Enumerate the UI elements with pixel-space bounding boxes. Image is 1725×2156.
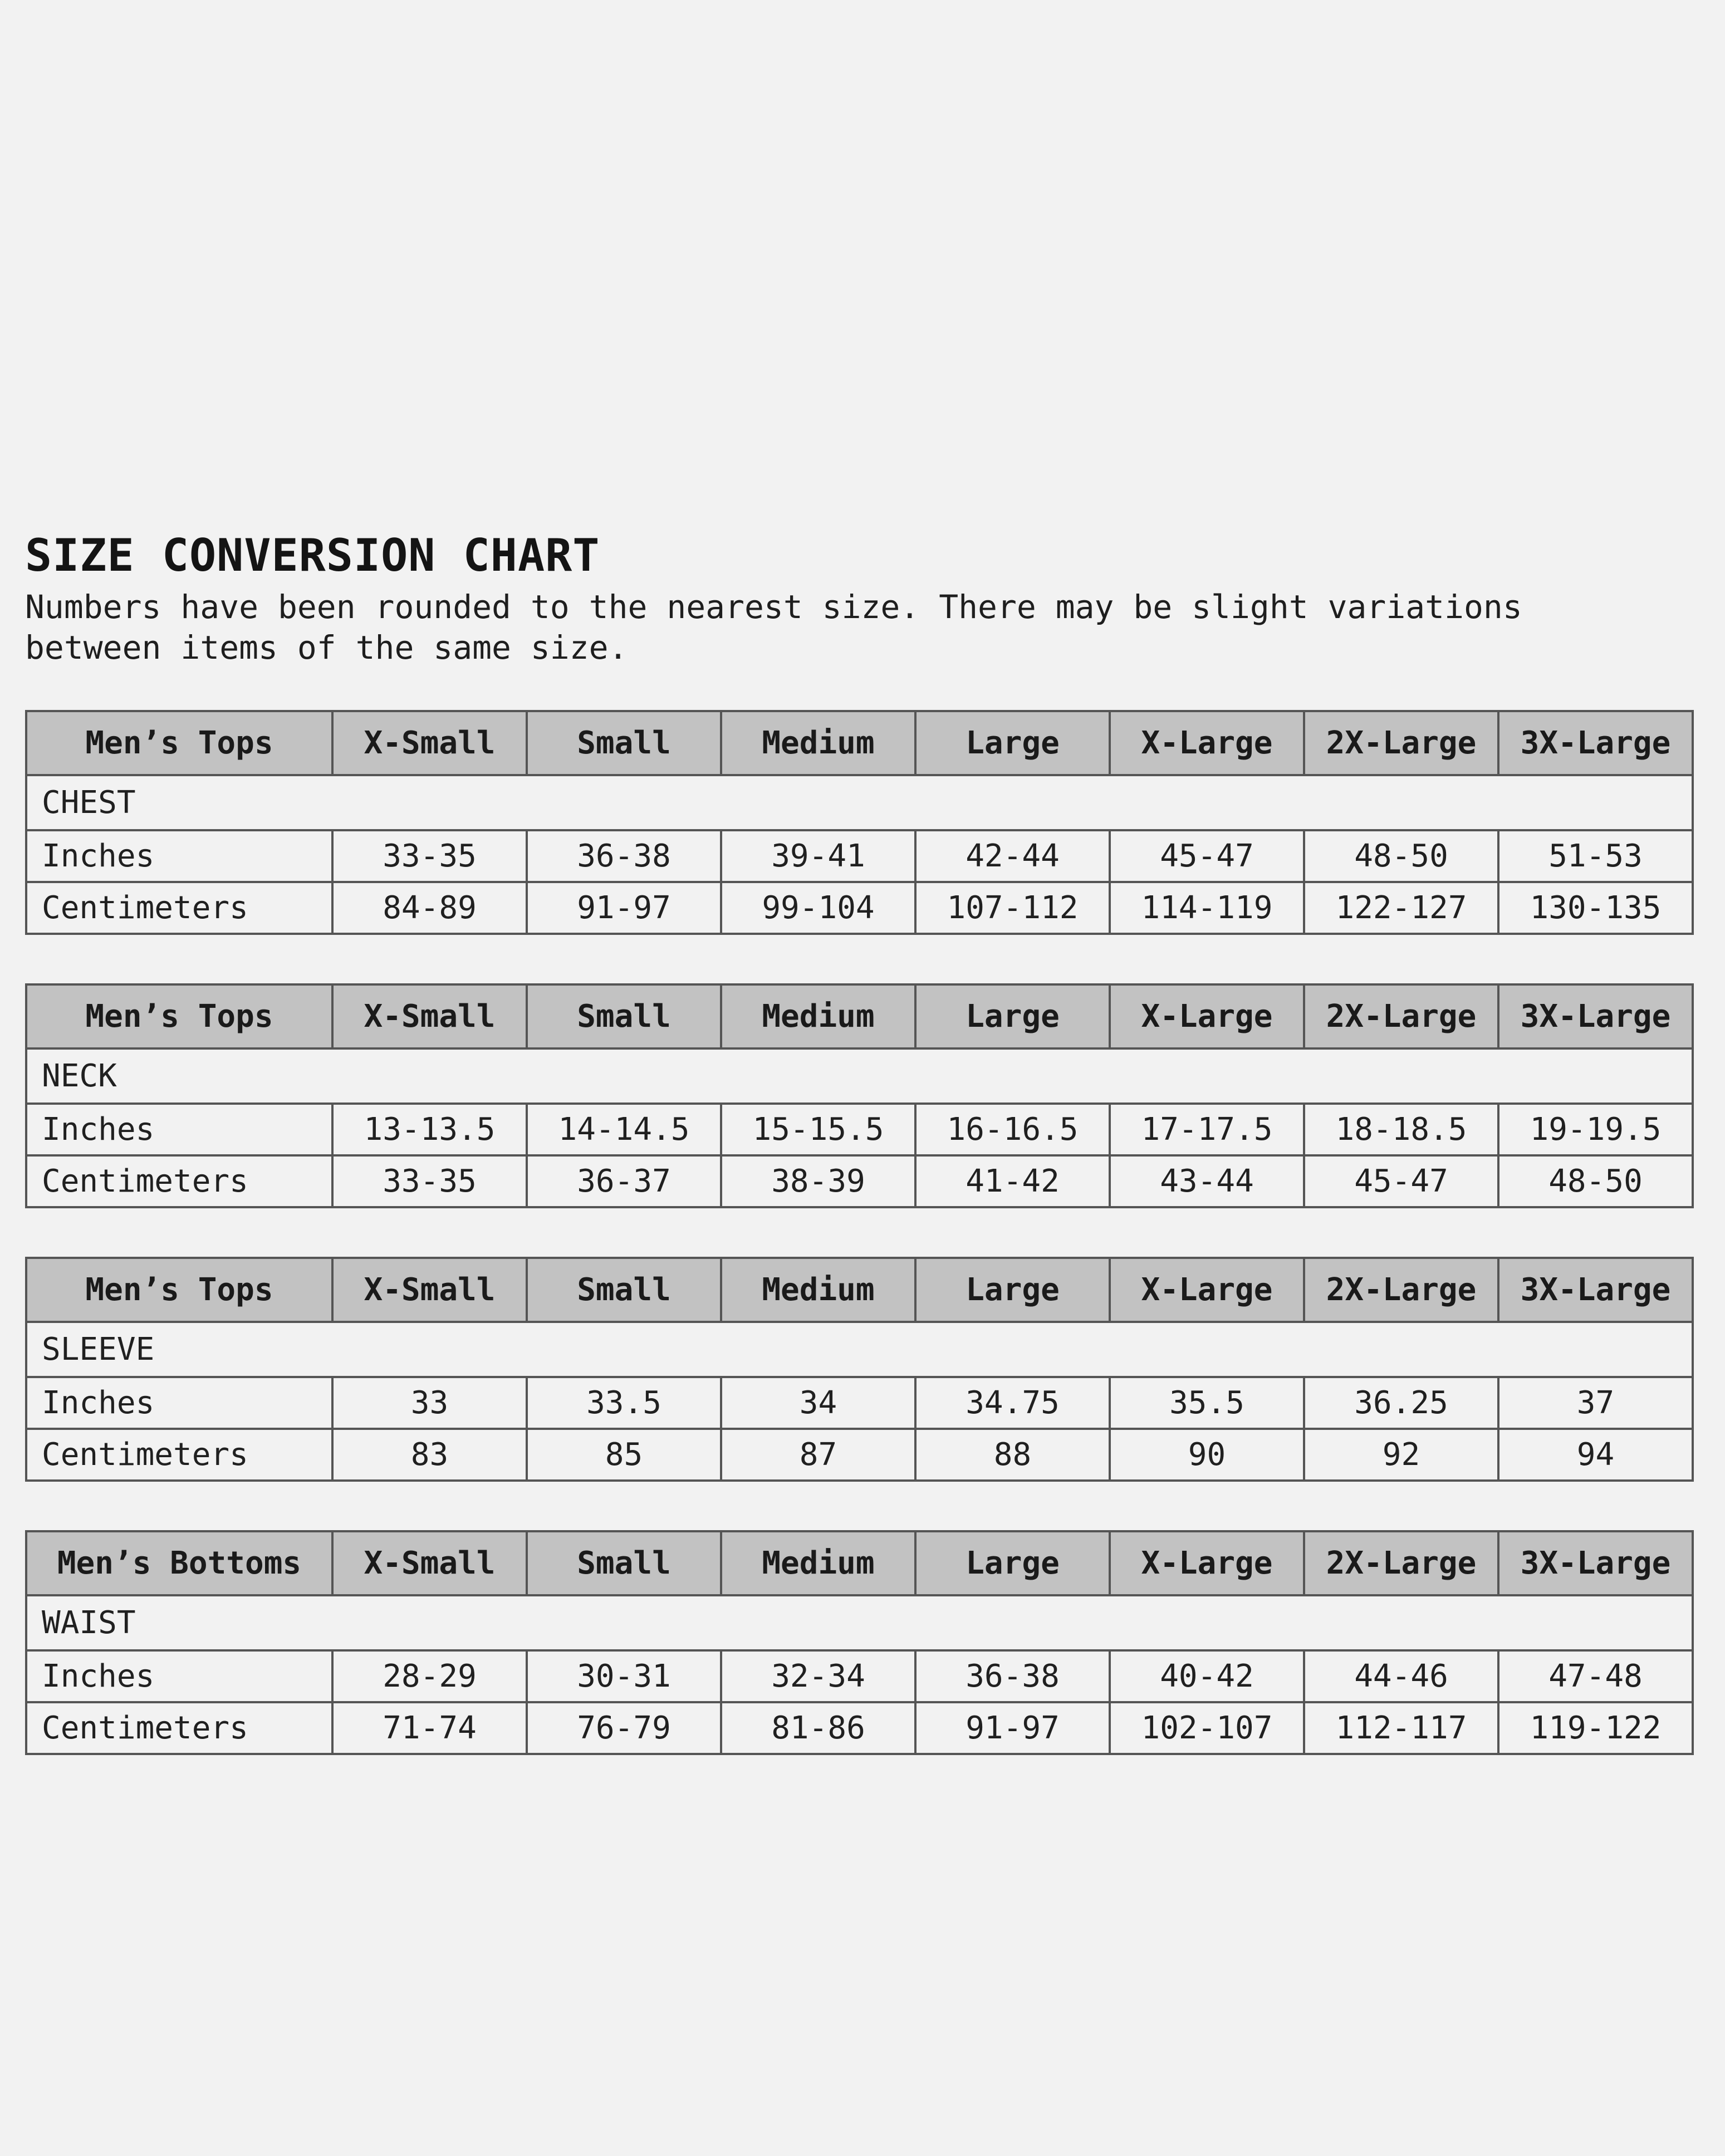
category-header: Men’s Tops (26, 1258, 332, 1322)
measurement-cell: 28-29 (332, 1650, 527, 1702)
size-column-header: Medium (721, 1531, 915, 1595)
measurement-cell: 99-104 (721, 882, 915, 934)
measurement-cell: 112-117 (1304, 1702, 1498, 1754)
size-column-header: 3X-Large (1498, 1258, 1693, 1322)
measurement-cell: 71-74 (332, 1702, 527, 1754)
measurement-cell: 84-89 (332, 882, 527, 934)
measurement-cell: 17-17.5 (1110, 1104, 1304, 1155)
size-column-header: Small (527, 711, 721, 775)
measurement-cell: 42-44 (915, 830, 1110, 882)
measurement-cell: 33.5 (527, 1377, 721, 1429)
size-column-header: Small (527, 1258, 721, 1322)
section-row (26, 775, 1693, 830)
size-conversion-document (25, 529, 1704, 1755)
size-column-header: Large (915, 1531, 1110, 1595)
measurement-cell: 16-16.5 (915, 1104, 1110, 1155)
size-table-waist (25, 1530, 1694, 1755)
measurement-cell: 15-15.5 (721, 1104, 915, 1155)
measurement-cell: 19-19.5 (1498, 1104, 1693, 1155)
table-row (26, 1377, 1693, 1429)
category-header: Men’s Tops (26, 984, 332, 1048)
measurement-cell: 88 (915, 1429, 1110, 1481)
measurement-cell: 36-37 (527, 1155, 721, 1207)
section-row (26, 1595, 1693, 1650)
measurement-cell: 39-41 (721, 830, 915, 882)
measurement-cell: 51-53 (1498, 830, 1693, 882)
measurement-cell: 40-42 (1110, 1650, 1304, 1702)
table-row (26, 1429, 1693, 1481)
unit-label: Inches (26, 1377, 332, 1429)
measurement-cell: 87 (721, 1429, 915, 1481)
size-column-header: 2X-Large (1304, 1258, 1498, 1322)
section-label: CHEST (26, 775, 1693, 830)
size-column-header: X-Large (1110, 984, 1304, 1048)
measurement-cell: 45-47 (1304, 1155, 1498, 1207)
measurement-cell: 36-38 (915, 1650, 1110, 1702)
size-column-header: 3X-Large (1498, 1531, 1693, 1595)
measurement-cell: 35.5 (1110, 1377, 1304, 1429)
category-header: Men’s Bottoms (26, 1531, 332, 1595)
table-row (26, 1155, 1693, 1207)
category-header: Men’s Tops (26, 711, 332, 775)
size-table-chest (25, 710, 1694, 935)
table-header-row (26, 984, 1693, 1048)
size-column-header: Medium (721, 984, 915, 1048)
unit-label: Centimeters (26, 1702, 332, 1754)
measurement-cell: 47-48 (1498, 1650, 1693, 1702)
size-column-header: X-Large (1110, 1258, 1304, 1322)
size-column-header: 3X-Large (1498, 984, 1693, 1048)
measurement-cell: 36-38 (527, 830, 721, 882)
measurement-cell: 34.75 (915, 1377, 1110, 1429)
page-subtitle: Numbers have been rounded to the nearest size. There may be slight variations between items of the same size. (25, 588, 1522, 667)
measurement-cell: 119-122 (1498, 1702, 1693, 1754)
table-row (26, 1104, 1693, 1155)
measurement-cell: 48-50 (1498, 1155, 1693, 1207)
measurement-cell: 32-34 (721, 1650, 915, 1702)
size-tables-container (25, 710, 1704, 1755)
measurement-cell: 44-46 (1304, 1650, 1498, 1702)
section-label: SLEEVE (26, 1322, 1693, 1377)
unit-label: Inches (26, 1104, 332, 1155)
size-column-header: Large (915, 984, 1110, 1048)
measurement-cell: 91-97 (527, 882, 721, 934)
table-row (26, 830, 1693, 882)
unit-label: Centimeters (26, 1429, 332, 1481)
measurement-cell: 76-79 (527, 1702, 721, 1754)
table-header-row (26, 711, 1693, 775)
size-table-neck (25, 983, 1694, 1208)
size-column-header: Medium (721, 711, 915, 775)
table-row (26, 1650, 1693, 1702)
section-label: WAIST (26, 1595, 1693, 1650)
measurement-cell: 14-14.5 (527, 1104, 721, 1155)
table-row (26, 882, 1693, 934)
unit-label: Centimeters (26, 1155, 332, 1207)
size-table-sleeve (25, 1257, 1694, 1482)
size-column-header: Medium (721, 1258, 915, 1322)
measurement-cell: 18-18.5 (1304, 1104, 1498, 1155)
measurement-cell: 85 (527, 1429, 721, 1481)
section-label: NECK (26, 1048, 1693, 1104)
measurement-cell: 92 (1304, 1429, 1498, 1481)
size-column-header: X-Large (1110, 711, 1304, 775)
measurement-cell: 33-35 (332, 1155, 527, 1207)
measurement-cell: 34 (721, 1377, 915, 1429)
section-row (26, 1048, 1693, 1104)
table-header-row (26, 1258, 1693, 1322)
size-column-header: X-Small (332, 1531, 527, 1595)
measurement-cell: 38-39 (721, 1155, 915, 1207)
measurement-cell: 30-31 (527, 1650, 721, 1702)
measurement-cell: 83 (332, 1429, 527, 1481)
unit-label: Inches (26, 830, 332, 882)
measurement-cell: 114-119 (1110, 882, 1304, 934)
size-column-header: X-Small (332, 1258, 527, 1322)
measurement-cell: 91-97 (915, 1702, 1110, 1754)
size-column-header: Large (915, 711, 1110, 775)
measurement-cell: 48-50 (1304, 830, 1498, 882)
measurement-cell: 36.25 (1304, 1377, 1498, 1429)
measurement-cell: 122-127 (1304, 882, 1498, 934)
table-header-row (26, 1531, 1693, 1595)
size-column-header: X-Small (332, 984, 527, 1048)
measurement-cell: 33-35 (332, 830, 527, 882)
measurement-cell: 45-47 (1110, 830, 1304, 882)
size-column-header: 2X-Large (1304, 1531, 1498, 1595)
size-column-header: Small (527, 984, 721, 1048)
measurement-cell: 81-86 (721, 1702, 915, 1754)
measurement-cell: 41-42 (915, 1155, 1110, 1207)
size-column-header: Small (527, 1531, 721, 1595)
measurement-cell: 90 (1110, 1429, 1304, 1481)
size-column-header: X-Large (1110, 1531, 1304, 1595)
size-column-header: 2X-Large (1304, 711, 1498, 775)
measurement-cell: 107-112 (915, 882, 1110, 934)
measurement-cell: 13-13.5 (332, 1104, 527, 1155)
size-column-header: 2X-Large (1304, 984, 1498, 1048)
unit-label: Centimeters (26, 882, 332, 934)
measurement-cell: 43-44 (1110, 1155, 1304, 1207)
measurement-cell: 102-107 (1110, 1702, 1304, 1754)
measurement-cell: 33 (332, 1377, 527, 1429)
page-title: SIZE CONVERSION CHART (25, 530, 600, 581)
size-column-header: Large (915, 1258, 1110, 1322)
unit-label: Inches (26, 1650, 332, 1702)
table-row (26, 1702, 1693, 1754)
measurement-cell: 94 (1498, 1429, 1693, 1481)
section-row (26, 1322, 1693, 1377)
measurement-cell: 130-135 (1498, 882, 1693, 934)
size-column-header: 3X-Large (1498, 711, 1693, 775)
measurement-cell: 37 (1498, 1377, 1693, 1429)
size-column-header: X-Small (332, 711, 527, 775)
